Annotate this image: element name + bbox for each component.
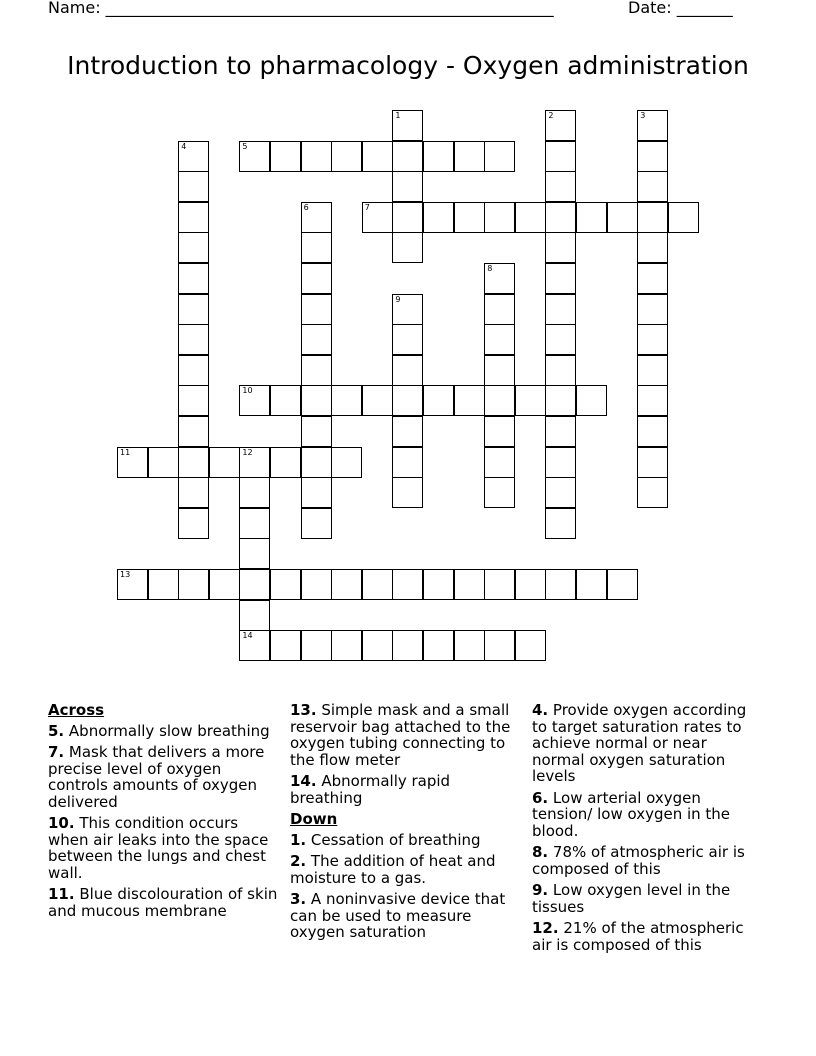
clue-number: 4. [532,701,549,719]
name-field-label[interactable]: Name: ________________________________________________________ [48,0,554,17]
clue-down-2 [290,853,522,886]
clues-column-3 [532,702,757,958]
grid-cell[interactable] [637,416,668,447]
grid-cell[interactable] [637,385,668,416]
grid-cell[interactable] [178,232,209,263]
grid-cell[interactable] [484,141,515,172]
clue-text: Provide oxygen according to target saturation rates to achieve normal or near normal oxygen saturation levels [532,701,747,785]
grid-cell[interactable] [270,447,301,478]
clue-number: 9. [532,881,549,899]
grid-cell[interactable] [392,385,423,416]
grid-cell[interactable] [362,141,393,172]
grid-cell[interactable] [454,569,485,600]
grid-cell[interactable] [301,508,332,539]
grid-cell[interactable] [209,447,240,478]
grid-cell[interactable] [637,263,668,294]
grid-cell[interactable] [148,569,179,600]
grid-cell[interactable] [331,630,362,661]
grid-cell[interactable] [484,477,515,508]
cell-number: 6 [303,202,309,212]
grid-cell[interactable] [392,232,423,263]
cell-number: 8 [487,264,493,273]
clue-number: 12. [532,919,559,937]
grid-cell[interactable] [545,232,576,263]
grid-cell[interactable] [392,477,423,508]
clue-number: 2. [290,852,307,870]
across-heading: Across [48,701,105,719]
grid-cell[interactable] [545,202,576,233]
grid-cell[interactable] [423,385,454,416]
clue-number: 6. [532,788,549,807]
grid-cell[interactable] [270,630,301,661]
clue-text: The addition of heat and moisture to a gas. [290,852,496,887]
grid-cell[interactable] [239,538,270,569]
grid-cell[interactable] [545,447,576,478]
grid-cell[interactable] [301,477,332,508]
clue-across-11 [48,886,278,919]
grid-cell[interactable] [545,477,576,508]
clue-text: Mask that delivers a more precise level of oxygen controls amounts of oxygen delivered [48,743,265,811]
grid-cell[interactable] [545,141,576,172]
clue-across-5 [48,723,278,740]
grid-cell[interactable] [178,416,209,447]
clue-across-7 [48,744,278,810]
grid-cell[interactable] [423,569,454,600]
clue-across-10 [48,815,278,881]
cell-number: 3 [640,111,646,120]
grid-cell[interactable] [301,324,332,355]
grid-cell[interactable] [515,385,546,416]
clue-number: 14. [290,772,317,790]
clue-text: This condition occurs when air leaks into the space between the lungs and chest wall. [48,814,269,882]
grid-cell[interactable] [178,508,209,539]
grid-cell[interactable] [545,263,576,294]
grid-cell[interactable] [545,294,576,325]
grid-cell[interactable] [454,141,485,172]
page-title: Introduction to pharmacology - Oxygen administration [67,51,749,80]
grid-cell[interactable] [301,355,332,386]
cell-number: 5 [242,141,248,151]
grid-cell[interactable] [484,630,515,661]
grid-cell[interactable] [545,110,576,141]
grid-cell[interactable] [301,416,332,447]
cell-number: 2 [548,111,554,120]
clue-number: 10. [48,814,75,832]
cell-number: 4 [181,141,187,151]
grid-cell[interactable] [362,385,393,416]
clue-number: 1. [290,830,307,849]
grid-cell[interactable] [239,630,270,661]
cell-number: 1 [395,111,401,120]
date-field-label[interactable]: Date: _______ [628,0,733,17]
grid-cell[interactable] [178,324,209,355]
grid-cell[interactable] [484,202,515,233]
grid-cell[interactable] [209,569,240,600]
clue-text: Blue discolouration of skin and mucous membrane [48,885,278,920]
grid-cell[interactable] [423,141,454,172]
grid-cell[interactable] [484,416,515,447]
grid-cell[interactable] [515,569,546,600]
grid-cell[interactable] [637,171,668,202]
grid-cell[interactable] [545,385,576,416]
clue-down-8 [532,844,757,877]
clues-column-1 [48,702,278,924]
grid-cell[interactable] [392,324,423,355]
clue-text: A noninvasive device that can be used to measure oxygen saturation [290,890,506,941]
down-heading: Down [290,810,338,828]
grid-cell[interactable] [178,171,209,202]
grid-cell[interactable] [270,569,301,600]
grid-cell[interactable] [484,385,515,416]
grid-cell[interactable] [301,202,332,233]
grid-cell[interactable] [423,630,454,661]
grid-cell[interactable] [392,294,423,325]
grid-cell[interactable] [301,630,332,661]
clue-number: 5. [48,721,65,740]
grid-cell[interactable] [392,447,423,478]
grid-cell[interactable] [454,202,485,233]
grid-cell[interactable] [301,447,332,478]
clue-number: 3. [290,890,307,908]
grid-cell[interactable] [301,232,332,263]
grid-cell[interactable] [607,202,638,233]
grid-cell[interactable] [484,294,515,325]
grid-cell[interactable] [392,569,423,600]
clue-down-12 [532,920,757,953]
grid-cell[interactable] [637,294,668,325]
grid-cell[interactable] [270,141,301,172]
grid-cell[interactable] [637,355,668,386]
grid-cell[interactable] [362,202,393,233]
clue-number: 7. [48,743,65,761]
grid-cell[interactable] [392,110,423,141]
grid-cell[interactable] [545,355,576,386]
clue-text: 78% of atmospheric air is composed of this [532,843,745,878]
cell-number: 9 [395,294,401,304]
grid-cell[interactable] [392,416,423,447]
grid-cell[interactable] [392,355,423,386]
grid-cell[interactable] [178,202,209,233]
cell-number: 11 [120,447,131,457]
grid-cell[interactable] [515,630,546,661]
clue-down-4 [532,702,757,785]
grid-cell[interactable] [117,447,148,478]
grid-cell[interactable] [178,141,209,172]
grid-cell[interactable] [545,324,576,355]
grid-cell[interactable] [301,263,332,294]
grid-cell[interactable] [668,202,699,233]
grid-cell[interactable] [239,477,270,508]
grid-cell[interactable] [178,477,209,508]
grid-cell[interactable] [637,202,668,233]
grid-cell[interactable] [301,141,332,172]
grid-cell[interactable] [178,385,209,416]
grid-cell[interactable] [301,385,332,416]
grid-cell[interactable] [331,385,362,416]
clue-text: Low arterial oxygen tension/ low oxygen in the blood. [532,788,731,840]
grid-cell[interactable] [484,324,515,355]
grid-cell[interactable] [545,416,576,447]
grid-cell[interactable] [239,447,270,478]
grid-cell[interactable] [484,355,515,386]
grid-cell[interactable] [392,630,423,661]
grid-cell[interactable] [576,202,607,233]
grid-cell[interactable] [637,141,668,172]
grid-cell[interactable] [637,477,668,508]
grid-cell[interactable] [178,447,209,478]
clue-text: Abnormally slow breathing [68,721,270,740]
grid-cell[interactable] [423,202,454,233]
grid-cell[interactable] [484,569,515,600]
grid-cell[interactable] [576,569,607,600]
cell-number: 7 [364,202,370,212]
grid-cell[interactable] [239,508,270,539]
grid-cell[interactable] [454,385,485,416]
grid-cell[interactable] [637,447,668,478]
grid-cell[interactable] [178,569,209,600]
grid-cell[interactable] [637,232,668,263]
clue-down-6 [532,790,757,840]
clue-text: 21% of the atmospheric air is composed of this [532,919,744,954]
grid-cell[interactable] [270,385,301,416]
grid-cell[interactable] [392,141,423,172]
grid-cell[interactable] [331,141,362,172]
grid-cell[interactable] [178,294,209,325]
grid-cell[interactable] [301,294,332,325]
grid-cell[interactable] [331,569,362,600]
grid-cell[interactable] [117,569,148,600]
clue-down-3 [290,891,522,941]
grid-cell[interactable] [239,569,270,600]
grid-cell[interactable] [545,171,576,202]
grid-cell[interactable] [239,600,270,631]
grid-cell[interactable] [331,447,362,478]
clue-text: Abnormally rapid breathing [290,772,451,807]
grid-cell[interactable] [178,263,209,294]
cell-number: 14 [242,631,253,641]
grid-cell[interactable] [454,630,485,661]
cell-number: 10 [242,386,253,396]
grid-cell[interactable] [148,447,179,478]
grid-cell[interactable] [484,447,515,478]
grid-cell[interactable] [392,171,423,202]
clue-number: 8. [532,843,549,861]
grid-cell[interactable] [239,141,270,172]
clue-text: Simple mask and a small reservoir bag attached to the oxygen tubing connecting to the flow meter [290,701,511,769]
clue-number: 11. [48,885,75,903]
grid-cell[interactable] [545,508,576,539]
grid-cell[interactable] [484,263,515,294]
clue-number: 13. [290,701,317,719]
clue-across-13 [290,702,522,768]
clue-across-14 [290,773,522,806]
clues-column-2 [290,702,522,946]
grid-cell[interactable] [178,355,209,386]
grid-cell[interactable] [607,569,638,600]
clue-down-9 [532,882,757,915]
grid-cell[interactable] [515,202,546,233]
grid-cell[interactable] [637,110,668,141]
grid-cell[interactable] [637,324,668,355]
cell-number: 12 [242,447,253,457]
clue-text: Cessation of breathing [310,830,481,849]
clue-down-1 [290,832,522,849]
cell-number: 13 [120,570,131,579]
grid-cell[interactable] [392,202,423,233]
grid-cell[interactable] [362,630,393,661]
grid-cell[interactable] [362,569,393,600]
grid-cell[interactable] [301,569,332,600]
grid-cell[interactable] [239,385,270,416]
clue-text: Low oxygen level in the tissues [532,881,731,916]
grid-cell[interactable] [576,385,607,416]
grid-cell[interactable] [545,569,576,600]
